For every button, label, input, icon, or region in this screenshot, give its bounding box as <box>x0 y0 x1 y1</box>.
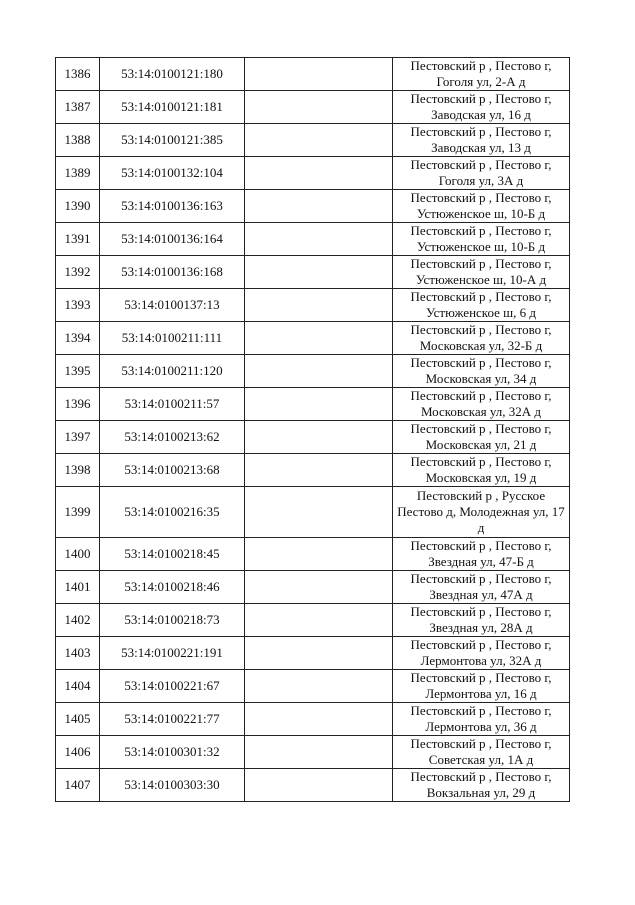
address-cell: Пестовский р , Пестово г, Звездная ул, 28А д <box>393 604 570 637</box>
table-row <box>56 124 570 157</box>
empty-cell <box>245 571 393 604</box>
address-cell: Пестовский р , Пестово г, Московская ул, 34 д <box>393 355 570 388</box>
row-number-cell: 1395 <box>56 355 100 388</box>
row-number-cell: 1407 <box>56 769 100 802</box>
cadastral-number-cell: 53:14:0100221:67 <box>100 670 245 703</box>
table-row <box>56 637 570 670</box>
empty-cell <box>245 388 393 421</box>
empty-cell <box>245 703 393 736</box>
address-cell: Пестовский р , Пестово г, Звездная ул, 47А д <box>393 571 570 604</box>
empty-cell <box>245 637 393 670</box>
address-cell: Пестовский р , Пестово г, Вокзальная ул, 29 д <box>393 769 570 802</box>
row-number-cell: 1392 <box>56 256 100 289</box>
row-number-cell: 1386 <box>56 58 100 91</box>
address-cell: Пестовский р , Пестово г, Гоголя ул, 2-А д <box>393 58 570 91</box>
row-number-cell: 1402 <box>56 604 100 637</box>
property-registry-table <box>55 57 570 802</box>
empty-cell <box>245 289 393 322</box>
row-number-cell: 1394 <box>56 322 100 355</box>
table-row <box>56 223 570 256</box>
row-number-cell: 1400 <box>56 538 100 571</box>
row-number-cell: 1390 <box>56 190 100 223</box>
address-cell: Пестовский р , Пестово г, Московская ул, 21 д <box>393 421 570 454</box>
row-number-cell: 1401 <box>56 571 100 604</box>
row-number-cell: 1404 <box>56 670 100 703</box>
address-cell: Пестовский р , Пестово г, Лермонтова ул, 32А д <box>393 637 570 670</box>
table-row <box>56 454 570 487</box>
cadastral-number-cell: 53:14:0100221:77 <box>100 703 245 736</box>
table-row <box>56 421 570 454</box>
table-row <box>56 256 570 289</box>
empty-cell <box>245 487 393 538</box>
row-number-cell: 1397 <box>56 421 100 454</box>
cadastral-number-cell: 53:14:0100121:180 <box>100 58 245 91</box>
registry-table-body <box>56 58 570 802</box>
empty-cell <box>245 604 393 637</box>
address-cell: Пестовский р , Пестово г, Лермонтова ул, 36 д <box>393 703 570 736</box>
row-number-cell: 1388 <box>56 124 100 157</box>
empty-cell <box>245 454 393 487</box>
address-cell: Пестовский р , Пестово г, Заводская ул, 16 д <box>393 91 570 124</box>
cadastral-number-cell: 53:14:0100213:68 <box>100 454 245 487</box>
table-row <box>56 670 570 703</box>
empty-cell <box>245 91 393 124</box>
empty-cell <box>245 322 393 355</box>
table-row <box>56 289 570 322</box>
table-row <box>56 91 570 124</box>
cadastral-number-cell: 53:14:0100301:32 <box>100 736 245 769</box>
row-number-cell: 1387 <box>56 91 100 124</box>
cadastral-number-cell: 53:14:0100213:62 <box>100 421 245 454</box>
row-number-cell: 1391 <box>56 223 100 256</box>
address-cell: Пестовский р , Пестово г, Московская ул, 32-Б д <box>393 322 570 355</box>
row-number-cell: 1399 <box>56 487 100 538</box>
empty-cell <box>245 355 393 388</box>
cadastral-number-cell: 53:14:0100137:13 <box>100 289 245 322</box>
cadastral-number-cell: 53:14:0100136:163 <box>100 190 245 223</box>
cadastral-number-cell: 53:14:0100216:35 <box>100 487 245 538</box>
cadastral-number-cell: 53:14:0100211:57 <box>100 388 245 421</box>
cadastral-number-cell: 53:14:0100303:30 <box>100 769 245 802</box>
empty-cell <box>245 769 393 802</box>
address-cell: Пестовский р , Пестово г, Звездная ул, 47-Б д <box>393 538 570 571</box>
row-number-cell: 1389 <box>56 157 100 190</box>
row-number-cell: 1403 <box>56 637 100 670</box>
address-cell: Пестовский р , Пестово г, Гоголя ул, 3А д <box>393 157 570 190</box>
table-row <box>56 769 570 802</box>
address-cell: Пестовский р , Пестово г, Устюженское ш, 10-А д <box>393 256 570 289</box>
table-row <box>56 703 570 736</box>
cadastral-number-cell: 53:14:0100132:104 <box>100 157 245 190</box>
table-row <box>56 388 570 421</box>
empty-cell <box>245 124 393 157</box>
empty-cell <box>245 670 393 703</box>
table-row <box>56 571 570 604</box>
cadastral-number-cell: 53:14:0100218:73 <box>100 604 245 637</box>
address-cell: Пестовский р , Пестово г, Московская ул, 32А д <box>393 388 570 421</box>
cadastral-number-cell: 53:14:0100136:168 <box>100 256 245 289</box>
address-cell: Пестовский р , Пестово г, Устюженское ш, 10-Б д <box>393 223 570 256</box>
cadastral-number-cell: 53:14:0100121:181 <box>100 91 245 124</box>
cadastral-number-cell: 53:14:0100211:111 <box>100 322 245 355</box>
cadastral-number-cell: 53:14:0100211:120 <box>100 355 245 388</box>
cadastral-number-cell: 53:14:0100121:385 <box>100 124 245 157</box>
row-number-cell: 1396 <box>56 388 100 421</box>
cadastral-number-cell: 53:14:0100221:191 <box>100 637 245 670</box>
address-cell: Пестовский р , Пестово г, Московская ул, 19 д <box>393 454 570 487</box>
empty-cell <box>245 190 393 223</box>
empty-cell <box>245 421 393 454</box>
address-cell: Пестовский р , Пестово г, Устюженское ш, 6 д <box>393 289 570 322</box>
table-row <box>56 355 570 388</box>
cadastral-number-cell: 53:14:0100218:45 <box>100 538 245 571</box>
row-number-cell: 1393 <box>56 289 100 322</box>
table-row <box>56 538 570 571</box>
table-row <box>56 736 570 769</box>
address-cell: Пестовский р , Пестово г, Устюженское ш, 10-Б д <box>393 190 570 223</box>
cadastral-number-cell: 53:14:0100136:164 <box>100 223 245 256</box>
address-cell: Пестовский р , Пестово г, Советская ул, 1А д <box>393 736 570 769</box>
cadastral-number-cell: 53:14:0100218:46 <box>100 571 245 604</box>
table-row <box>56 604 570 637</box>
table-row <box>56 58 570 91</box>
empty-cell <box>245 256 393 289</box>
row-number-cell: 1406 <box>56 736 100 769</box>
empty-cell <box>245 157 393 190</box>
address-cell: Пестовский р , Пестово г, Заводская ул, 13 д <box>393 124 570 157</box>
empty-cell <box>245 223 393 256</box>
table-row <box>56 157 570 190</box>
table-row <box>56 487 570 538</box>
row-number-cell: 1405 <box>56 703 100 736</box>
address-cell: Пестовский р , Пестово г, Лермонтова ул, 16 д <box>393 670 570 703</box>
table-row <box>56 322 570 355</box>
empty-cell <box>245 538 393 571</box>
empty-cell <box>245 736 393 769</box>
address-cell: Пестовский р , Русское Пестово д, Молодежная ул, 17 д <box>393 487 570 538</box>
empty-cell <box>245 58 393 91</box>
row-number-cell: 1398 <box>56 454 100 487</box>
table-row <box>56 190 570 223</box>
